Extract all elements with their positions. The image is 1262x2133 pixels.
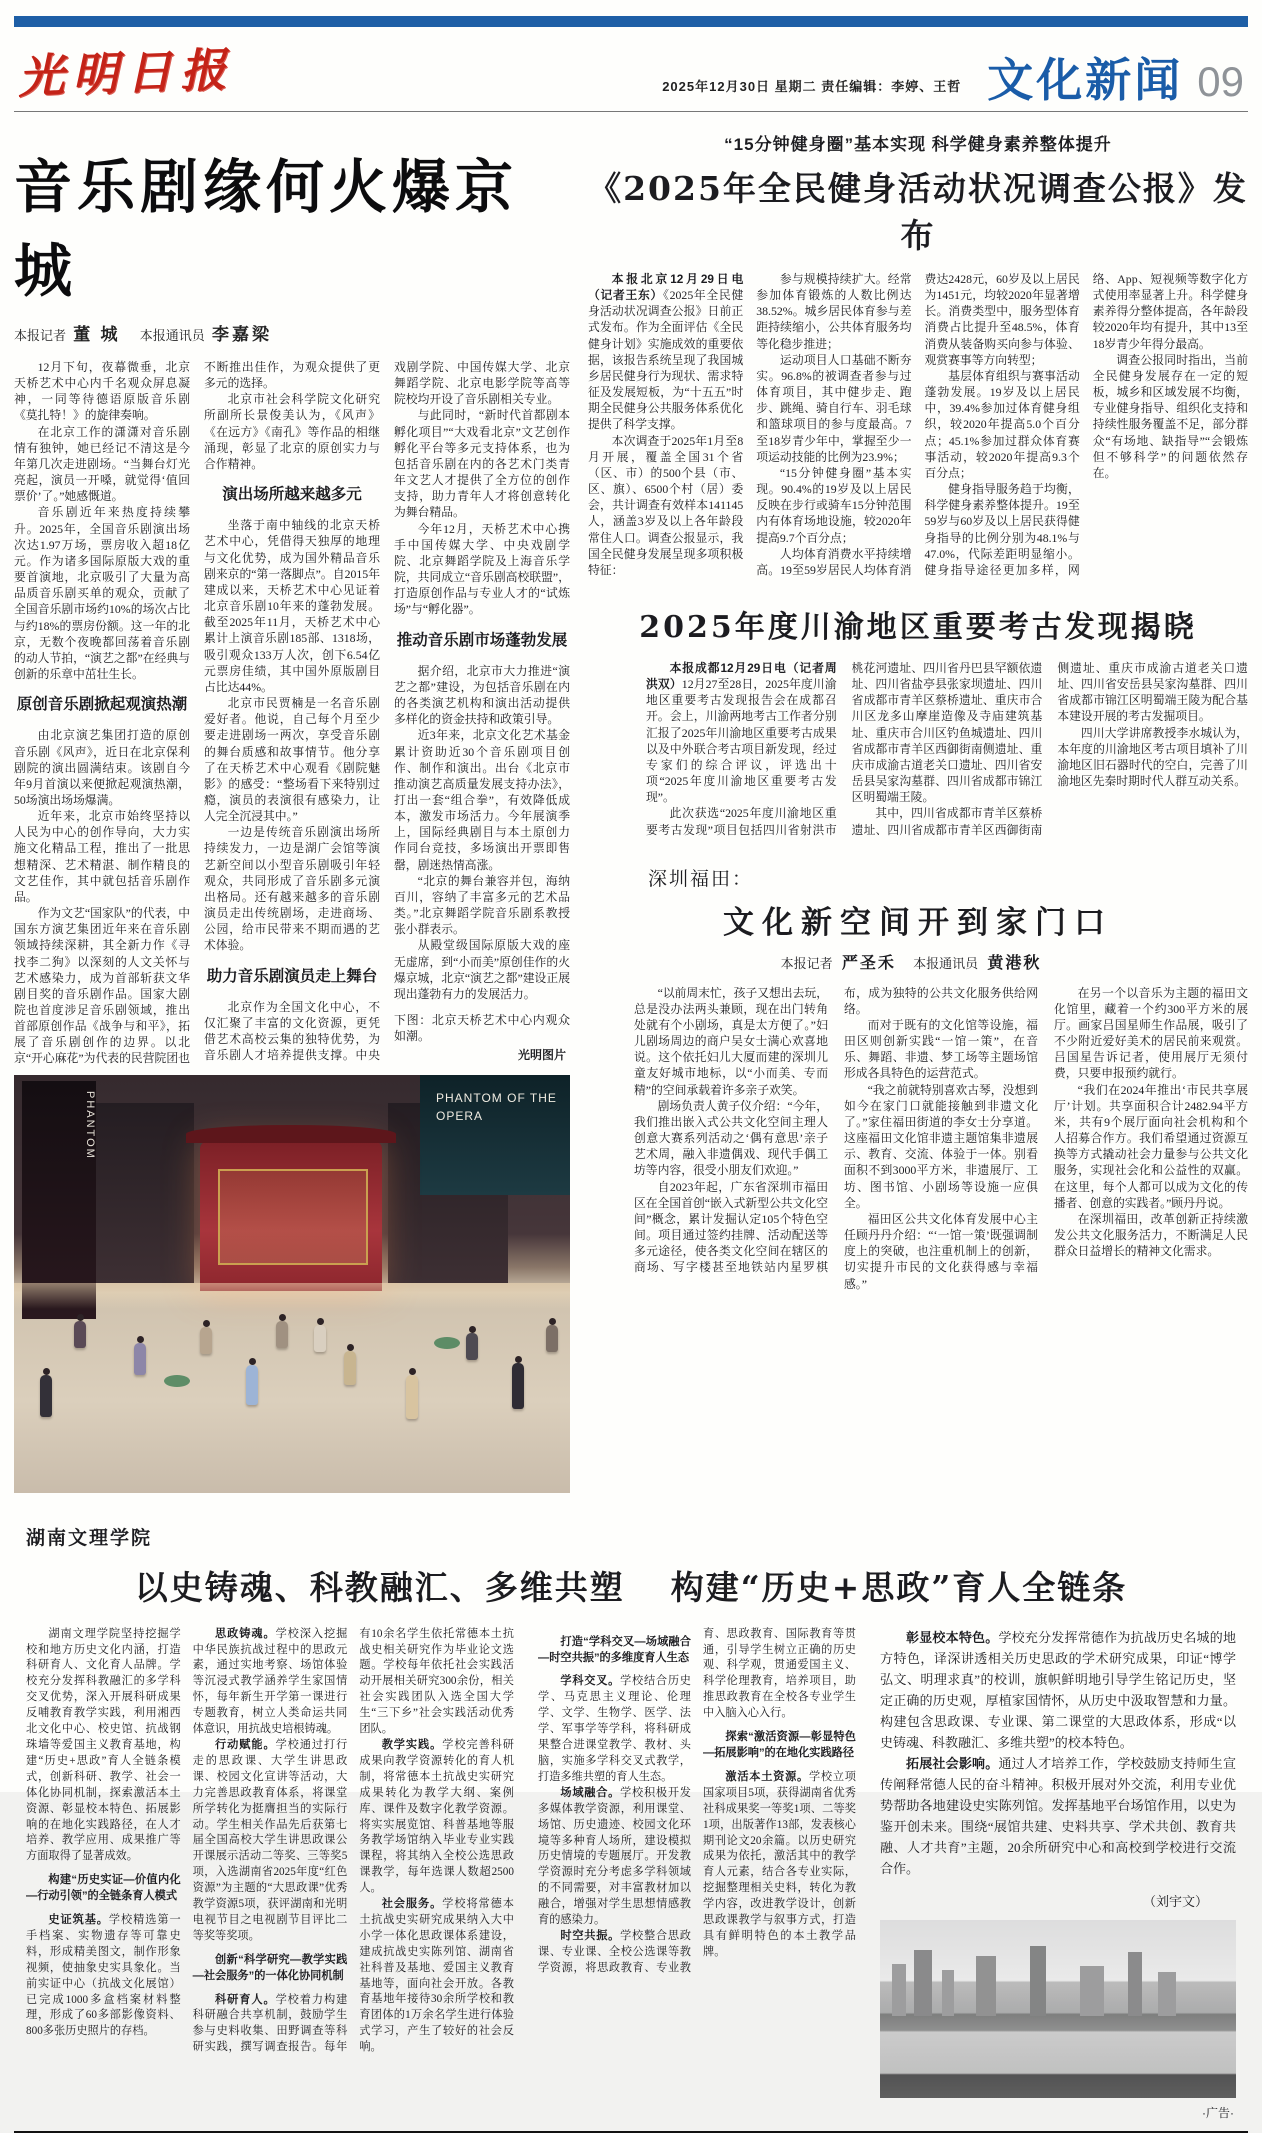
storefront-shape [84,1103,194,1283]
body-paragraph: 激活本土资源。学校立项国家项目5项，获得湖南省优秀社科成果奖一等奖1项、二等奖1项，出版著作13部，发表核心期刊论文20余篇。以历史研究成果为依托，激活其中的教学育人元素，结合各专业实际，挖掘整理相关史料，转化为教学内容，改进教学设计，创新思政课教学与叙事方式，打造具有鲜明特色的本土教学品牌。 [703,1770,856,1958]
article-archaeology [588,602,1248,838]
ad-subhead: 探索“激活资源—彰显特色—拓展影响”的在地化实践路径 [703,1731,856,1759]
body-paragraph: 坐落于南中轴线的北京天桥艺术中心，凭借得天独厚的地理与文化优势，成为国外精品音乐剧来京的“第一落脚点”。自2015年建成以来，天桥艺术中心见证着北京音乐剧10年来的蓬勃发展。截至2025年11月，天桥艺术中心累计上演音乐剧185部、1318场，吸引观众133万人次，创下6.54亿元票房佳绩，其中国外原版剧目占比达44%。 [204,518,380,694]
body-paragraph: 运动项目人口基础不断夯实。96.8%的被调查者参与过体育项目，其中健步走、跑步、跳绳、骑自行车、羽毛球和篮球项目的参与度最高。7至18岁青少年中，掌握至少一项运动技能的比例为23.9%； [756,352,912,464]
body-paragraph: 社会服务。学校将常德本土抗战史实研究成果纳入大中小学一体化思政课体系建设，建成抗战史实陈列馆、湖南省社科普及基地、爱国主义教育基地等，面向社会开放。各教育基地年接待30余所学校和教育团体的1万余名学生进行体验式学习，产生了较好的社会反响。 [359,1898,514,2054]
body-paragraph: 近年来，北京市始终坚持以人民为中心的创作导向，大力实施文化精品工程，推出了一批思想精深、艺术精湛、制作精良的文艺佳作，其中就包括音乐剧作品。 [14,809,190,904]
article-fitness-kicker: “15分钟健身圈”基本实现 科学健身素养整体提升 [724,135,1112,154]
body-paragraph: 福田区公共文化体育发展中心主任顾丹丹介绍：“‘一馆一策’既强调制度上的突破，也注重机制上的创新，切实提升市民的文化获得感与幸福感。” [844,1211,1038,1291]
floor-sticker [164,1375,190,1387]
photo-credit: 光明图片 [517,1047,566,1062]
body-paragraph: 由北京演艺集团打造的原创音乐剧《风声》，近日在北京保利剧院的演出圆满结束。该剧自今年9月首演以来便掀起观演热潮，50场演出场场爆满。 [14,728,190,807]
theatre-lobby-photo [14,1075,570,1493]
column-subhead: 助力音乐剧演员走上舞台 [206,967,378,985]
body-paragraph: 此次获选“2025年度川渝地区重要考古发现”项目包括四川省射洪市桃花河遗址、四川省丹巴县罕额依遗址、四川省盐亭县张家坝遗址、四川省成都市青羊区蔡桥遗址、重庆市合川区龙多山摩崖造像及寺庙建筑基址、重庆市合川区钓鱼城遗址、四川省成都市青羊区西御街南侧遗址、重庆市成渝古道老关口遗址、四川省安岳县吴家沟墓群、四川省成都市锦江区明蜀端王陵。 [646,660,1043,837]
body-paragraph: 思政铸魂。学校深入挖掘中华民族抗战过程中的思政元素，通过实地考察、场馆体验等沉浸式教学涵养学生家国情怀，每年新生开学第一课进行专题教育，树立人类命运共同体意识，用抗战史培根铸魂。 [192,1627,348,1736]
advertorial-body [26,1627,1236,2099]
advertorial-zone-middle [538,1627,856,2099]
article-musical-byline [14,320,570,345]
body-paragraph: “我之前就特别喜欢古琴，没想到如今在家门口就能接触到非遗文化了。”家住福田街道的李女士分享道。这座福田文化馆非遗主题馆集非遗展示、教育、交流、体验于一体。别看面积不到3000平方米，非遗展厅、工坊、图书馆、小剧场等设施一应俱全。 [844,1082,1038,1210]
body-paragraph: 健身指导服务趋于均衡，科学健身素养整体提升。19至59岁与60岁及以上居民获得健身指导的比例分别为48.1%与47.0%，代际差距明显缩小。健身指导途径更加多样，网络、App、短视频等数字化方式使用率显著上升。科学健身素养得分整体提高，各年龄段较2020年均有提升，其中13至18岁青少年得分最高。 [924,272,1248,577]
body-paragraph: 场域融合。学校积极开发多媒体教学资源，利用课堂、场馆、历史遗迹、校园文化环境等多种育人场所，建设模拟历史情境的专题展厅。开发教学资源时充分考虑多学科领域的不同需要，对丰富教材加以融合，增强对学生思想情感教育的感染力。 [538,1786,691,1927]
building-shape [976,1956,996,2016]
byline-role: 本报通讯员 [139,328,205,343]
advertorial-zone-right [880,1627,1236,2099]
ad-subhead: 构建“历史实证—价值内化—行动引领”的全链条育人模式 [26,1874,181,1903]
body-paragraph: 四川大学讲席教授李水城认为，本年度的川渝地区考古项目填补了川渝地区旧石器时代的空白，完善了川渝地区先秦时期时代人群互动关系。 [1057,725,1248,789]
article-fitness-headline: 《2025年全民健身活动状况调查公报》发布 [588,169,1248,255]
article-shenzhen-byline [588,950,1248,973]
body-paragraph: 彰显校本特色。学校充分发挥常德作为抗战历史名城的地方特色，译深讲透相关历史思政的学术研究成果，印证“博学弘文、明理求真”的校训，旗帜鲜明地引导学生铭记历史，坚定正确的历史观，厚植家国情怀，从历史中汲取智慧和力量。构建包含思政课、专业课、第二课堂的大思政体系，形成“以史铸魂、科教融汇、多维共塑”的校本特色。 [880,1629,1236,1750]
phantom-poster-right: PHANTOM OF THE OPERA [420,1075,570,1195]
person-figure [512,1363,524,1409]
byline-role: 本报通讯员 [913,955,979,971]
body-paragraph: 本报成都12月29日电（记者周洪双）12月27至28日，2025年度川渝地区重要考古发现报告会在成都召开。会上，川渝两地考古工作者分别汇报了2025年川渝地区重要考古成果以及中外联合考古项目新发现，经过专家们的综合评议，评选出十项“2025年度川渝地区重要考古发现”。 [646,660,837,805]
article-fitness [588,130,1248,578]
column-subhead: 推动音乐剧市场蓬勃发展 [396,631,568,649]
red-pavilion-shape [200,1141,382,1291]
body-paragraph: 调查公报同时指出，当前全民健身发展存在一定的短板，城乡和区域发展不均衡，专业健身指导、组织化支持和持续性服务覆盖不足，部分群众“有场地、缺指导”“会锻炼但不够科学”的问题依然存在。 [1092,352,1248,480]
article-archaeology-headline: 2025年度川渝地区重要考古发现揭晓 [639,609,1197,645]
ad-subhead: 打造“学科交叉—场域融合—时空共振”的多维度育人生态 [538,1635,691,1664]
byline-credit: （刘宇文） [1142,1894,1208,1910]
dateline: 2025年12月30日 星期二 责任编辑：李婷、王哲 [662,79,962,94]
person-figure [314,1325,326,1352]
building-shape [1030,1946,1046,2016]
body-paragraph: 自2023年起，广东省深圳市福田区在全国首创“嵌入式新型公共文化空间”概念，累计发掘认定105个特色空间。项目通过签约挂牌、活动配送等多元途径，使各类文化空间在辖区的商场、写字楼甚至地铁站内星罗棋布，成为独特的公共文化服务供给网络。 [634,985,1038,1275]
floor-sticker [434,1337,460,1349]
body-paragraph: 史证筑基。学校精选第一手档案、实物遗存等可靠史料，形成精美图文，制作形象视频，使抽象史实具象化。当前实证中心（抗战文化展馆）已完成1000多盒档案材料整理，形成了60多部影像资料、800多张历史照片的存档。 [26,1914,181,2038]
advertorial-org-name: 湖南文理学院 [26,1527,153,1549]
article-shenzhen-body [634,985,1248,1292]
body-paragraph: 一边是传统音乐剧演出场所持续发力，一边是湖广会馆等演艺新空间以小型音乐剧吸引年轻观众，共同形成了音乐剧多元演出格局。还有越来越多的音乐剧演员走出传统剧场，走进商场、公园，给市民带来不期而遇的艺术体验。 [204,825,380,953]
body-paragraph: 湖南文理学院坚持挖掘学校和地方历史文化内涵，打造科研育人、文化育人品牌。学校充分发挥科教融汇的多学科交叉优势，深入开展科研成果反哺教育教学实践，利用湘西北文化中心、校史馆、抗战钢珠墙等爱国主义教育基地，构建“历史+思政”育人全链条模式，创新科研、教学、社会一体化协同机制，探索激活本土资源、彰显校本特色、拓展影响的在地化实践路径，在人才培养、教学应用、成果推广等方面取得了显著成效。 [26,1627,181,1863]
article-fitness-body [588,271,1248,578]
body-paragraph: “我们在2024年推出‘市民共享展厅’计划。共享面积合计2482.94平方米，共有9个展厅面向社会机构和个人招募合作方。我们希望通过资源互换等方式撬动社会力量参与公共文化服务，实现社会化和公益性的双赢。在这里，每个人都可以成为文化的传播者、创意的实践者。”顾丹丹说。 [1054,1082,1248,1210]
column-subhead: 演出场所越来越多元 [222,486,362,504]
body-paragraph: 北京作为全国文化中心，不仅汇聚了丰富的文化资源，更凭借艺术高校云集的独特优势，为音乐剧人才培养提供支撑。中央戏剧学院、中国传媒大学、北京舞蹈学院、北京电影学院等高等院校均开设了音乐剧相关专业。 [204,360,570,1063]
person-figure [406,1375,418,1419]
building-shape [892,1964,906,2016]
column-subhead: 原创音乐剧掀起观演热潮 [16,696,188,714]
body-paragraph: 作为文艺“国家队”的代表，中国东方演艺集团近年来在音乐剧领域持续深耕，其全新力作《寻找李二狗》以深刻的人文关怀与艺术感染力，成为首部斩获文华剧目奖的音乐剧作品。国家大剧院也首度涉足音乐剧领域，推出首部原创作品《战争与和平》，拓展了音乐剧创作的边界。以北京“开心麻花”为代表的民营院团也不断推出佳作，为观众提供了更多元的选择。 [14,360,380,1066]
body-paragraph: 参与规模持续扩大。经常参加体育锻炼的人数比例达38.52%。城乡居民体育参与差距持续缩小，公共体育服务均等化稳步推进； [756,272,912,351]
body-paragraph: “15分钟健身圈”基本实现。90.4%的19岁及以上居民反映在步行或骑车15分钟范围内有体育场地设施，较2020年提高9.7个百分点； [756,465,912,545]
person-figure [466,1333,478,1360]
person-figure [74,1321,86,1348]
byline-name: 李嘉梁 [212,325,273,344]
article-musical-body [14,359,570,1067]
advertorial-headline-left: 以史铸魂、科教融汇、多维共塑 [134,1567,625,1607]
person-figure [40,1375,52,1417]
person-figure [134,1343,146,1375]
campus-cityscape-photo [880,1920,1236,2098]
body-paragraph: 近3年来，北京文化艺术基金累计资助近30个音乐剧项目创作、制作和演出。出台《北京市推动演艺高质量发展支持办法》，打出一套“组合拳”，有效降低成本，激发市场活力。今年展演季上，国际经典剧目与本土原创力作同台竞技，多场演出开票即售罄，剧迷热情高涨。 [394,728,570,872]
body-paragraph: 在另一个以音乐为主题的福田文化馆里，藏着一个约300平方米的展厅。画家吕国星师生作品展，吸引了不少附近爱好美术的居民前来观赏。吕国星告诉记者，使用展厅无须付费，只要申报预约就行。 [1054,985,1248,1081]
body-paragraph: 拓展社会影响。通过人才培养工作，学校鼓励支持师生宣传阐释常德人民的奋斗精神。积极开展对外交流，利用专业优势帮助各地建设史实陈列馆。发挥基地平台场馆作用，以史为鉴开创未来。围绕“展馆共建、史料共享、学术共创、教育共融、人才共育”主题，20余所研究中心和高校到学校进行交流合作。 [880,1755,1236,1877]
body-paragraph: 剧场负责人黄子仪介绍：“今年，我们推出嵌入式公共文化空间主理人创意大赛系列活动之‘偶有意思’亲子艺术周，融入非遗偶戏、现代手偶工坊等内容，很受小朋友们欢迎。” [634,1098,828,1178]
advertorial-headline [26,1562,1236,1609]
main-content [14,124,1248,1493]
body-paragraph: 而对于既有的文化馆等设施，福田区则创新实践“一馆一策”，在音乐、舞蹈、非遗、梦工场等主题场馆形成各具特色的运营范式。 [844,1018,1038,1081]
right-column [588,124,1248,1493]
body-paragraph: 与此同时，“新时代首都剧本孵化项目”“大戏看北京”文艺创作孵化平台等多元支持体系，也为包括音乐剧在内的各艺术门类青年文艺人才提供了全方位的创作支持，助力青年人才将创意转化为舞台精品。 [394,408,570,520]
advertorial-headline-right: 构建“历史+思政”育人全链条 [670,1567,1128,1607]
person-figure [200,1327,212,1354]
building-shape [1158,1972,1176,2016]
body-paragraph: 今年12月，天桥艺术中心携手中国传媒大学、中央戏剧学院、北京舞蹈学院及上海音乐学院，共同成立“音乐剧高校联盟”，打造原创作品与专业人才的“试炼场”与“孵化器”。 [394,521,570,617]
floor-glow [14,1283,570,1309]
body-paragraph: 本报北京12月29日电（记者王东）《2025年全民健身活动状况调查公报》日前正式发布。作为全面评估《全民健身计划》实施成效的重要依据，该报告系统呈现了我国城乡居民健身行为现状、需求特征及发展短板，为“十五五”时期全民健身公共服务体系优化提供了科学支撑。 [588,272,744,432]
advertorial-zone-left [26,1627,514,2099]
body-paragraph: 北京市民贾楠是一名音乐剧爱好者。他说，自己每个月至少要走进剧场一两次，享受音乐剧的舞台质感和故事情节。他分享了在天桥艺术中心观看《剧院魅影》的感受：“整场看下来特别过瘾，演员的表演很有感染力，让人完全沉浸其中。” [204,696,380,824]
building-shape [1128,1952,1142,2016]
body-paragraph: 人均体育消费水平持续增高。19至59岁居民人均体育消费达2428元，60岁及以上居民为1451元，均较2020年显著增长。消费类型中，服务型体育消费占比提升至48.5%，体育消费从装备购买向参与体验、观赏赛事等方向转型； [756,272,1080,577]
page-number: 09 [1197,58,1244,105]
building-shape [1080,1966,1104,2016]
body-paragraph: 本次调查于2025年1月至8月开展，覆盖全国31个省（区、市）的500个县（市、区、旗）、6500个村（居）委会，共计调查有效样本141145人，涵盖3岁及以上各年龄段常住人口。调查公报显示，我国全民健身发展呈现多项积极特征： [588,433,744,577]
byline-name: 黄港秋 [987,954,1042,972]
masthead-logo: 光明日报 [17,42,235,104]
body-paragraph: 从殿堂级国际原版大戏的座无虚席，到“小而美”原创佳作的火爆京城，北京“演艺之都”建设正展现出蓬勃有力的发展活力。 [394,938,570,1001]
article-archaeology-body [646,660,1248,838]
article-shenzhen-kicker: 深圳福田： [648,868,754,890]
person-figure [344,1351,356,1385]
body-paragraph: 据介绍，北京市大力推进“演艺之都”建设，为包括音乐剧在内的各类演艺机构和演出活动提供多样化的资金扶持和政策引导。 [394,663,570,727]
phantom-poster-left: PHANTOM [22,1081,96,1319]
top-blue-bar [14,16,1248,27]
advertorial-zone-right-text [880,1627,1236,1913]
masthead [14,27,1248,112]
body-paragraph: 其中，四川省成都市青羊区蔡桥遗址、四川省成都市青羊区西御街南侧遗址、重庆市成渝古道老关口遗址、四川省安岳县吴家沟墓群、四川省成都市锦江区明蜀端王陵为配合基本建设开展的考古发掘项目。 [851,660,1248,837]
section-title: 文化新闻 [987,53,1184,107]
body-paragraph: 时空共振。学校整合思政课、专业课、全校公选课等教学资源，将思政教育、专业教育、思政教育、国际教育等贯通，引导学生树立正确的历史观、科学观，贯通爱国主义、科学伦理教育，培养项目，助推思政教育在全校各专业学生中入脑入心入行。 [538,1627,856,1974]
body-paragraph: 科研育人。学校着力构建科研融合共享机制，鼓励学生参与史料收集、田野调查等科研实践，撰写调查报告。每年有10余名学生依托常德本土抗战史相关研究作为毕业论文选题。学校每年依托社会实践活动开展相关研究300余份，相关社会实践团队入选全国大学生“三下乡”社会实践活动优秀团队。 [192,1627,514,2054]
byline-role: 本报记者 [780,955,833,971]
body-paragraph: 12月下旬，夜幕微垂，北京天桥艺术中心内千名观众屏息凝神，一同等待德语原版音乐剧《莫扎特！》的旋律奏响。 [14,360,190,423]
byline-role: 本报记者 [14,328,67,343]
person-figure [246,1365,258,1405]
article-musical-headline: 音乐剧缘何火爆京城 [14,153,519,305]
building-shape [942,1970,954,2016]
person-figure [546,1325,558,1352]
article-shenzhen [588,864,1248,1292]
photo-caption: 下图：北京天桥艺术中心内观众如潮。 [394,1013,570,1044]
building-shape [914,1950,932,2016]
article-musical [14,124,570,1493]
body-paragraph: “北京的舞台兼容并包，海纳百川，容纳了丰富多元的艺术品类。”北京舞蹈学院音乐剧系教授张小群表示。 [394,873,570,937]
body-paragraph: “以前周末忙，孩子又想出去玩，总是没办法两头兼顾，现在出门转角处就有个小剧场，真是太方便了。”妇儿剧场周边的商户吴女士满心欢喜地说。这个依托妇儿大厦而建的深圳儿童友好城市地标，以“小而美、专而精”的空间承载着许多亲子欢笑。 [634,985,828,1097]
byline-name: 严圣禾 [841,954,896,972]
body-paragraph: 在北京工作的潇潇对音乐剧情有独钟，她已经记不清这是今年第几次走进剧场。“当舞台灯光亮起，演员一开嗓，就觉得‘值回票价’了。”她感慨道。 [14,424,190,504]
body-paragraph: 音乐剧近年来热度持续攀升。2025年，全国音乐剧演出场次达1.97万场，票房收入超18亿元。作为诸多国际原版大戏的重要首演地，北京吸引了大量为高品质音乐剧买单的观众，贡献了全国音乐剧市场约10%的场次占比与约18%的票房份额。这一年的北京，无数个夜晚都回荡着音乐剧的动人节拍，“演艺之都”在经典与创新的乐章中茁壮生长。 [14,505,190,681]
body-paragraph: 行动赋能。学校通过打行走的思政课、大学生讲思政课、校园文化宣讲等活动，大力完善思政教育体系，将课堂所学转化为挺膺担当的实际行动。学生相关作品先后获第七届全国高校大学生讲思政课公开课展示活动二等奖、三等奖5项，入选湖南省2025年度“红色资源”为主题的“大思政课”优秀教学资源5项，获评湖南和光明电视节目之电视剧节目评比二等奖等奖项。 [192,1738,348,1942]
person-figure [276,1321,288,1348]
body-paragraph: 学科交叉。学校结合历史学、马克思主义理论、伦理学、文学、生物学、医学、法学、军事学等学科，将科研成果整合进课堂教学、教材、头脑，实施多学科交叉式教学，打造多维共塑的育人生态。 [538,1675,691,1783]
body-paragraph: 基层体育组织与赛事活动蓬勃发展。19岁及以上居民中，39.4%参加过体育健身组织，较2020年提高5.0个百分点；45.1%参加过群众体育赛事活动，较2020年提高9.3个百分点； [924,368,1080,480]
body-paragraph: 在深圳福田，改革创新正持续激发公共文化服务活力，不断满足人民群众日益增长的精神文化需求。 [1054,1211,1248,1259]
byline-name: 董 城 [73,325,121,344]
ad-subhead: 创新“科学研究—教学实践—社会服务”的一体化协同机制 [192,1953,348,1982]
advertorial-section [14,1515,1248,2133]
body-paragraph: 教学实践。学校完善科研成果向教学资源转化的育人机制，将常德本土抗战史实研究成果转化为教学大纲、案例库、课件及数字化教学资源。将实实展览馆、科普基地等服务教学场馆纳入毕业专业实践课程，将其纳入全校公选思政课教学，每年选课人数超2500人。 [359,1738,514,1895]
article-shenzhen-headline: 文化新空间开到家门口 [723,904,1113,941]
body-paragraph: 北京市社会科学院文化研究所副所长景俊美认为，《风声》《在远方》《南孔》等作品的相继涌现，彰显了北京的原创实力与合作精神。 [204,392,380,471]
ad-marker: ·广告· [1202,2106,1234,2121]
